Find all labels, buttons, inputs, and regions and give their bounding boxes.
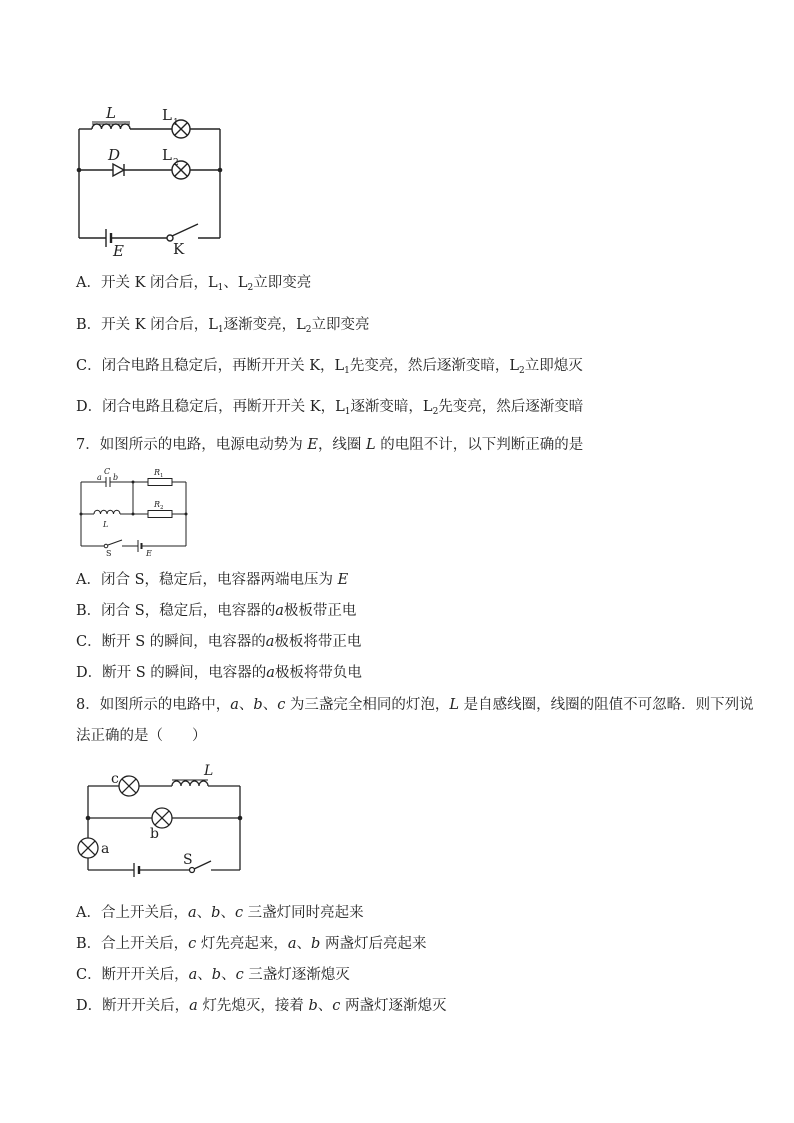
q8-circuit-figure [70,760,255,885]
q6-option-d: D．闭合电路且稳定后，再断开开关 K，$L_1$逐渐变暗，$L_2$先变亮，然后逐渐变暗 [76,399,584,417]
q8-lamp-b-label: b [150,826,159,842]
q7-option-d: D．断开 S 的瞬间，电容器的a极板将带负电 [76,665,362,681]
q7-stem: 7．如图所示的电路，电源电动势为 E，线圈 L 的电阻不计，以下判断正确的是 [76,437,584,453]
q8-option-a: A．合上开关后，a、b、c 三盏灯同时亮起来 [76,905,364,921]
q7-circuit-svg [76,466,191,556]
q7-option-a: A．闭合 S，稳定后，电容器两端电压为 E [76,572,349,588]
q6-option-a: A．开关 K 闭合后，$L_1$、$L_2$立即变亮 [76,275,312,293]
q7-r2-label: R [154,500,161,509]
q6-circuit-figure [70,96,240,261]
q8-circuit-svg [70,760,255,885]
q7-option-c: C．断开 S 的瞬间，电容器的a极板将带正电 [76,634,362,650]
q8-option-d: D．断开开关后，a 灯先熄灭，接着 b、c 两盏灯逐渐熄灭 [76,998,447,1014]
q6-lamp1-sub: 1 [173,118,179,128]
q8-option-c: C．断开开关后，a、b、c 三盏灯逐渐熄灭 [76,967,350,983]
q6-switch-label: K [173,240,185,258]
q8-inductor-label: L [204,763,214,779]
q7-circuit-figure [76,466,191,556]
q7-plate-a-label: a [97,473,102,482]
q7-plate-b-label: b [113,473,119,482]
q6-diode-label: D [108,146,121,164]
q7-battery-label: E [146,549,152,558]
q6-lamp2-sub: 2 [173,158,179,168]
q6-lamp1-label: L [162,106,172,124]
q6-option-b: B．开关 K 闭合后，$L_1$逐渐变亮，$L_2$立即变亮 [76,317,370,335]
q7-capacitor-label: C [104,467,111,476]
q7-r1-sub: 1 [160,473,164,479]
q8-option-b: B．合上开关后，c 灯先亮起来，a、b 两盏灯后亮起来 [76,936,427,952]
q6-inductor-label: L [106,104,116,122]
q6-circuit-svg [70,96,240,261]
q8-stem-line-1: 8．如图所示的电路中，a、b、c 为三盏完全相同的灯泡，L 是自感线圈，线圈的阻值不可忽略．则下列说 [76,697,754,713]
q6-lamp2-label: L [162,146,172,164]
q6-battery-label: E [113,242,124,260]
q8-switch-label: S [183,852,193,868]
q7-r1-label: R [154,468,161,477]
q7-option-b: B．闭合 S，稳定后，电容器的a极板带正电 [76,603,357,619]
q8-stem-line-2: 法正确的是（ ） [76,728,207,744]
q6-option-c: C．闭合电路且稳定后，再断开开关 K，$L_1$先变亮，然后逐渐变暗，$L_2$立即熄灭 [76,358,583,376]
q8-lamp-a-label: a [101,841,110,857]
q7-switch-label: S [106,549,112,558]
q7-inductor-label: L [103,520,109,529]
q8-lamp-c-label: c [111,771,119,787]
q7-r2-sub: 2 [160,505,164,511]
